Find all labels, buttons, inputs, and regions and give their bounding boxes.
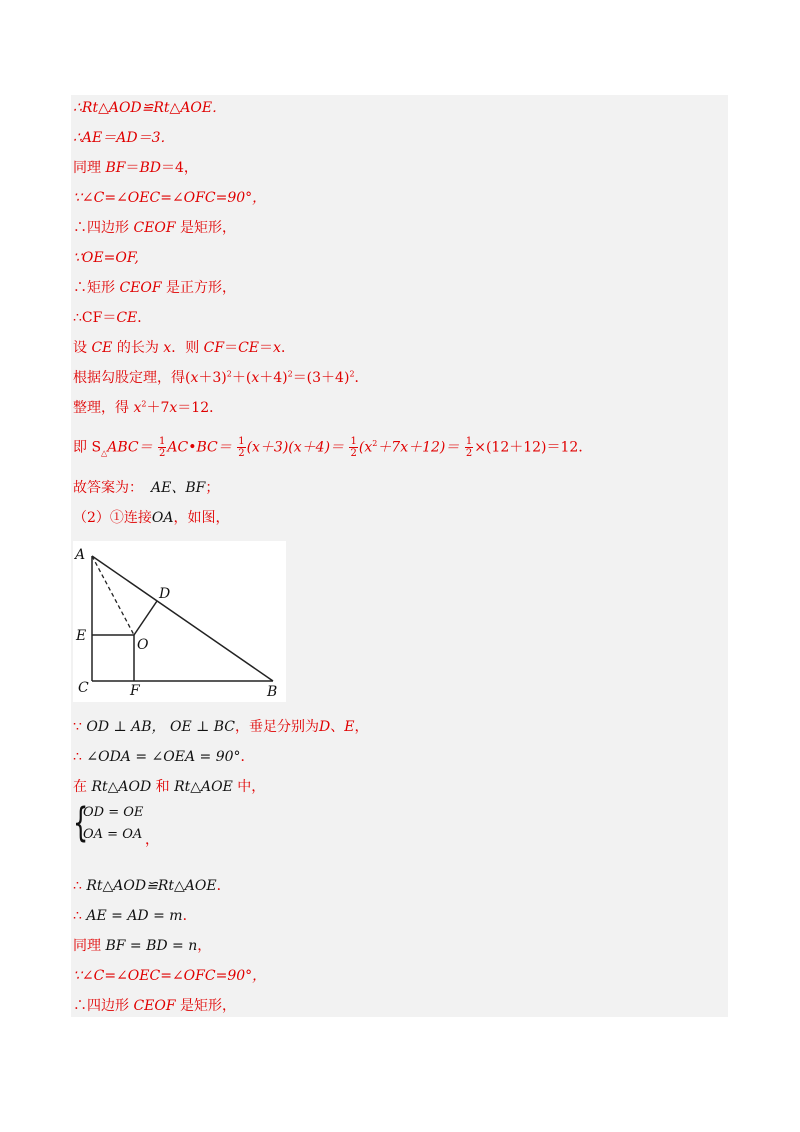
text: 同理 — [73, 938, 106, 954]
label-c: C — [78, 680, 89, 696]
text: OA — [151, 510, 174, 526]
line-congruence-2 — [73, 877, 231, 895]
line-bf-bd — [73, 159, 198, 177]
text: 2 — [349, 369, 355, 379]
line-rectangle — [73, 219, 236, 237]
text: 2 — [159, 448, 166, 459]
label-e: E — [76, 628, 87, 644]
text: ∵∠C=∠OEC=∠OFC=90°， — [73, 190, 267, 206]
text: ＝ — [259, 340, 274, 356]
text: ，如图， — [173, 510, 230, 526]
text: 根据勾股定理，得( — [73, 370, 191, 386]
line-congruence-1 — [73, 99, 226, 117]
text: 是正方形， — [161, 280, 237, 296]
text: CE — [238, 340, 260, 356]
text: ∠ODA = ∠OEA = 90° — [86, 749, 241, 765]
text: Rt△AOD≌Rt△AOE — [86, 878, 217, 894]
text: BF — [105, 160, 126, 176]
text: x — [133, 400, 142, 416]
text: BF = BD = n — [105, 938, 198, 954]
line-area — [73, 436, 592, 459]
text: （2）①连接 — [73, 510, 152, 526]
text: 同理 — [73, 160, 106, 176]
line-part-2 — [73, 509, 230, 527]
text: x — [163, 340, 172, 356]
text: Rt△AOE — [174, 779, 233, 795]
text: ． — [280, 340, 295, 356]
text: CE — [116, 310, 138, 326]
fraction-half — [465, 436, 473, 459]
text: ． — [240, 749, 255, 765]
text: ． — [354, 370, 369, 386]
text: ． — [137, 310, 152, 326]
text: 设 — [73, 340, 92, 356]
equation-2: OA = OA — [83, 827, 143, 842]
text: (x＋3)(x＋4)＝ — [246, 439, 345, 456]
text: ∴四边形 — [73, 998, 134, 1014]
text: ＝ — [224, 340, 239, 356]
text: 整理，得 — [73, 400, 134, 416]
text: ＋( — [231, 370, 252, 386]
line-pythagoras — [73, 369, 369, 387]
text: 和 — [151, 779, 175, 795]
label-f: F — [130, 683, 140, 699]
text: ． — [182, 908, 197, 924]
brace: { — [73, 800, 89, 846]
text: BD — [139, 160, 161, 176]
line-simplify — [73, 399, 223, 417]
text: ，垂足分别为 — [235, 719, 319, 735]
line-right-angles — [73, 748, 255, 766]
text: 中， — [232, 779, 266, 795]
text: ．则 — [171, 340, 204, 356]
text: x — [251, 370, 260, 386]
line-square — [73, 279, 236, 297]
text: ∴ — [73, 908, 87, 924]
text: CEOF — [133, 220, 176, 236]
text: 是矩形， — [175, 220, 237, 236]
text: 在 — [73, 779, 92, 795]
text: x — [169, 400, 178, 416]
label-o: O — [137, 637, 149, 653]
text: ∴Rt△AOD≌Rt△AOE． — [73, 100, 227, 116]
text: ＝ — [125, 160, 140, 176]
line-ae-m — [73, 907, 197, 925]
text: ， — [354, 719, 369, 735]
text: 2 — [238, 448, 245, 459]
equation-1: OD = OE — [83, 805, 144, 820]
text: ∵ — [73, 719, 87, 735]
text: ×(12＋12)＝12． — [474, 439, 593, 456]
segment-od — [134, 601, 157, 635]
text: 2 — [287, 369, 293, 379]
text: ； — [205, 480, 220, 496]
text: ＝4， — [160, 160, 198, 176]
text: ABC＝ — [107, 439, 153, 456]
line-bf-n — [73, 937, 211, 955]
geometry-figure — [73, 541, 286, 702]
text: ． — [216, 878, 231, 894]
text: (x — [358, 439, 373, 456]
text: OD ⊥ AB， OE ⊥ BC — [86, 719, 235, 735]
text: ∵∠C=∠OEC=∠OFC=90°， — [73, 968, 267, 984]
text: 2 — [350, 448, 357, 459]
line-rectangle-2 — [73, 997, 236, 1015]
label-b: B — [267, 684, 278, 700]
text: AE = AD = m — [86, 908, 183, 924]
fraction-half — [237, 436, 245, 459]
line-angles-2 — [73, 967, 266, 985]
line-in-triangles — [73, 778, 265, 796]
text: 是矩形， — [175, 998, 237, 1014]
label-d: D — [159, 586, 171, 602]
side-ab — [92, 556, 273, 681]
line-let-x — [73, 339, 295, 357]
text: 2 — [226, 369, 232, 379]
text: CEOF — [119, 280, 162, 296]
text: 1 — [238, 436, 245, 447]
line-ae-ad — [73, 129, 174, 147]
text: E — [344, 719, 355, 735]
text: 故答案为： — [73, 480, 143, 496]
text: 即 S — [73, 439, 102, 456]
text: CF — [203, 340, 225, 356]
text: ∴四边形 — [73, 220, 134, 236]
text: 2 — [465, 448, 473, 459]
text: ∴ — [73, 878, 87, 894]
fraction-half — [349, 436, 357, 459]
text: ＋4) — [259, 370, 288, 386]
text: D — [319, 719, 331, 735]
text: 、 — [330, 719, 345, 735]
text: AE、BF — [151, 480, 206, 496]
text: x — [273, 340, 281, 356]
text: ∴CF＝ — [73, 310, 117, 326]
label-a: A — [75, 547, 86, 563]
text: AC•BC＝ — [167, 439, 232, 456]
text: ∴矩形 — [73, 280, 120, 296]
segment-oa-dashed — [92, 556, 134, 635]
text: 的长为 — [112, 340, 164, 356]
text: CEOF — [133, 998, 176, 1014]
text: ∴ — [73, 749, 87, 765]
text: 1 — [465, 436, 473, 447]
line-perpendicular — [73, 718, 368, 736]
line-oe-of — [73, 249, 139, 267]
text: 1 — [159, 436, 166, 447]
text: ＋7 — [146, 400, 170, 416]
text: 2 — [372, 438, 378, 448]
line-answer — [73, 479, 219, 497]
text: Rt△AOD — [91, 779, 152, 795]
text: ＝(3＋4) — [292, 370, 350, 386]
triangle-diagram — [73, 541, 286, 702]
text: ＋3) — [198, 370, 227, 386]
text: ＋7x＋12)＝ — [377, 439, 460, 456]
text: x — [190, 370, 199, 386]
text: ∴AE＝AD＝3． — [73, 130, 175, 146]
text: △ — [101, 448, 108, 458]
text: CE — [91, 340, 113, 356]
text: 2 — [141, 399, 147, 409]
text: ， — [197, 938, 212, 954]
fraction-half — [158, 436, 166, 459]
line-cf-ce — [73, 309, 151, 327]
text: ＝12． — [177, 400, 224, 416]
line-angles — [73, 189, 266, 207]
text: ， — [145, 832, 159, 848]
text: 1 — [350, 436, 357, 447]
text: ∵OE=OF, — [73, 250, 139, 266]
